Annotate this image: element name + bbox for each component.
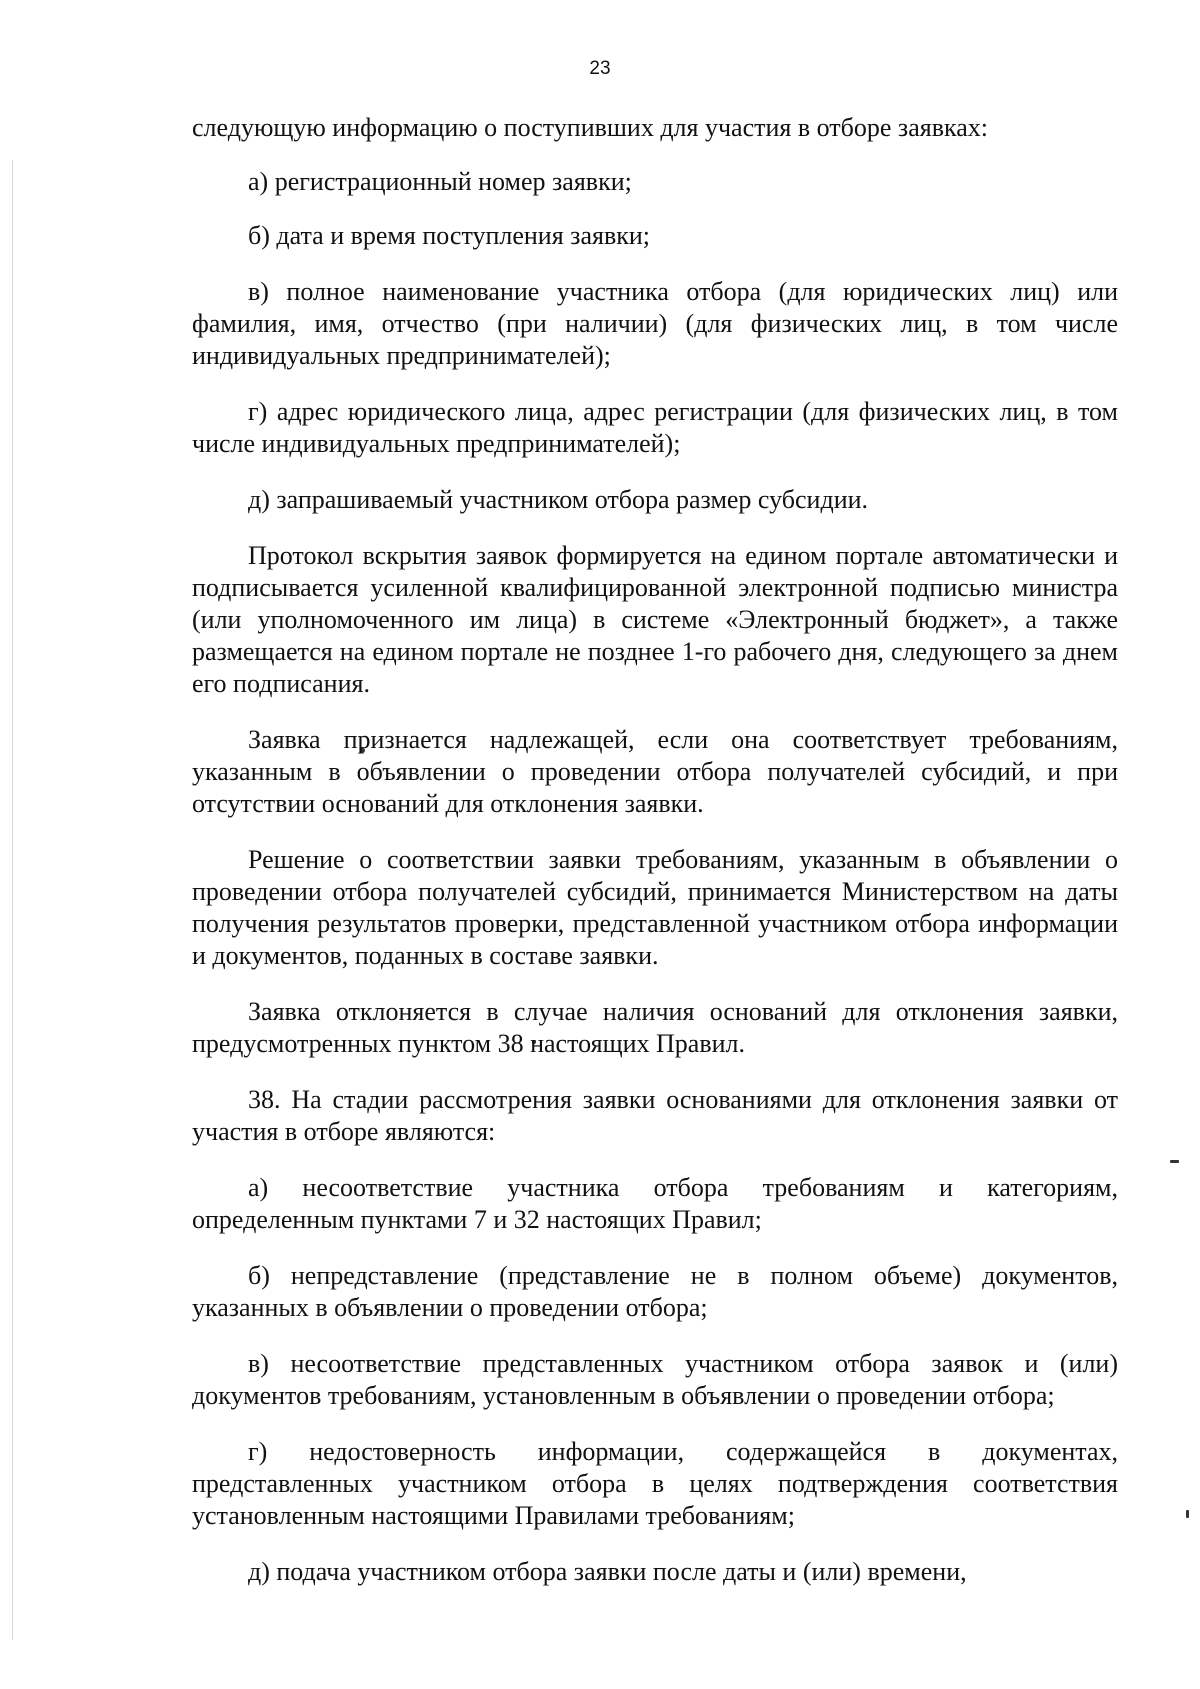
list-item-a: а) регистрационный номер заявки;	[248, 167, 632, 196]
clause-38-heading: 38. На стадии рассмотрения заявки основаниями для отклонения заявки от участия в отборе являются:	[192, 1085, 1118, 1146]
paragraph-proper-application: Заявка признается надлежащей, если она соответствует требованиям, указанным в объявлении о проведении отбора получателей субсидий, и при отсутствии оснований для отклонения заявки.	[192, 725, 1118, 818]
paragraph-continuation: следующую информацию о поступивших для участия в отборе заявках:	[192, 113, 988, 142]
document-body	[192, 112, 1118, 1588]
clause-38-item-g: г) недостоверность информации, содержащейся в документах, представленных участником отбора в целях подтверждения соответствия установленным настоящими Правилами требованиям;	[192, 1437, 1118, 1530]
paragraph-protocol: Протокол вскрытия заявок формируется на едином портале автоматически и подписывается усиленной квалифицированной электронной подписью министра (или уполномоченного им лица) в системе «Электронный бюджет», а также размещается на едином портале не позднее 1-го рабочего дня, следующего за днем его подписания.	[192, 541, 1118, 698]
clause-38-item-b: б) непредставление (представление не в полном объеме) документов, указанных в объявлении о проведении отбора;	[192, 1261, 1118, 1322]
page-number: 23	[589, 58, 611, 79]
clause-38-item-d: д) подача участником отбора заявки после даты и (или) времени,	[248, 1557, 967, 1586]
list-item-d: д) запрашиваемый участником отбора размер субсидии.	[248, 485, 869, 514]
scan-speck	[1186, 1510, 1189, 1518]
scan-edge-line	[12, 160, 13, 1640]
list-item-v: в) полное наименование участника отбора (для юридических лиц) или фамилия, имя, отчество (при наличии) (для физических лиц, в том числе индивидуальных предпринимателей);	[192, 277, 1118, 370]
clause-38-item-a: а) несоответствие участника отбора требованиям и категориям, определенным пунктами 7 и 32 настоящих Правил;	[192, 1173, 1118, 1234]
paragraph-rejection: Заявка отклоняется в случае наличия оснований для отклонения заявки, предусмотренных пунктом 38 настоящих Правил.	[192, 997, 1118, 1058]
scan-speck	[1170, 1160, 1179, 1163]
list-item-b: б) дата и время поступления заявки;	[248, 221, 650, 250]
list-item-g: г) адрес юридического лица, адрес регистрации (для физических лиц, в том числе индивидуальных предпринимателей);	[192, 397, 1118, 458]
paragraph-decision: Решение о соответствии заявки требованиям, указанным в объявлении о проведении отбора получателей субсидий, принимается Министерством на даты получения результатов проверки, представленной участником отбора информации и документов, поданных в составе заявки.	[192, 845, 1118, 970]
clause-38-item-v: в) несоответствие представленных участником отбора заявок и (или) документов требованиям, установленным в объявлении о проведении отбора;	[192, 1349, 1118, 1410]
